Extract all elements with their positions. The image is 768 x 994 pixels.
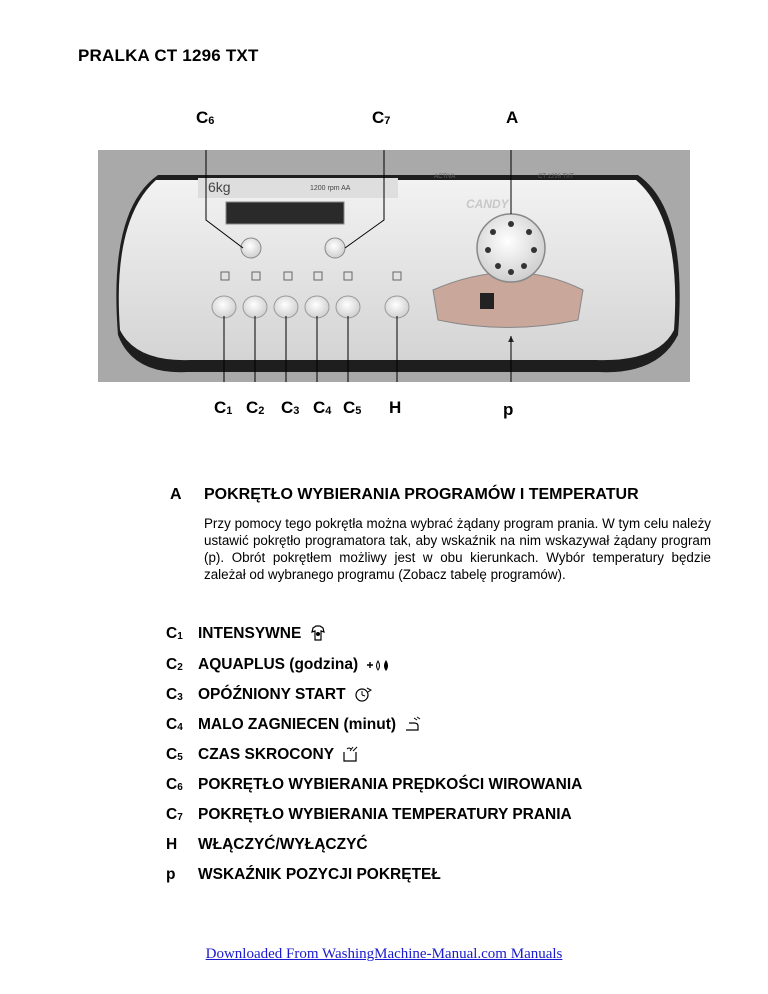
legend-item-c7: $C_7$ POKRĘTŁO WYBIERANIA TEMPERATURY PRANIA bbox=[166, 806, 572, 823]
spin-speed-knob bbox=[241, 238, 261, 258]
legend-item-c5: $C_5$ CZAS SKROCONY bbox=[166, 746, 360, 764]
spin-text: 1200 rpm AA bbox=[310, 185, 351, 192]
brand-small-text: ACTIVA bbox=[434, 174, 456, 180]
callout-h: H bbox=[389, 398, 402, 417]
control-panel-image bbox=[98, 150, 690, 382]
button-c1 bbox=[212, 296, 236, 318]
delay-clock-icon bbox=[354, 686, 372, 702]
shirt-stain-icon bbox=[310, 625, 326, 641]
callout-c4: $C_4$ bbox=[313, 398, 332, 417]
button-c4 bbox=[305, 296, 329, 318]
brand-logo-text: CANDY bbox=[466, 197, 509, 211]
temperature-knob bbox=[325, 238, 345, 258]
capacity-text: 6kg bbox=[208, 179, 231, 195]
section-a-key: A bbox=[170, 486, 182, 503]
button-c5 bbox=[336, 296, 360, 318]
aquaplus-drops-icon bbox=[366, 658, 392, 672]
button-c2 bbox=[243, 296, 267, 318]
easy-iron-icon bbox=[404, 716, 422, 732]
callout-c5: $C_5$ bbox=[343, 398, 362, 417]
legend-item-h: H WŁĄCZYĆ/WYŁĄCZYĆ bbox=[166, 836, 368, 853]
legend-item-c2: $C_2$ AQUAPLUS (godzina) bbox=[166, 656, 392, 674]
section-a-description: Przy pomocy tego pokrętła można wybrać żądany program prania. W tym celu należy ustawić pokrętło programatora tak, aby wskaźnik na nim wskazywał żądany program (p). Obrót pokrętłem możliwy jest w obu kierunkach. Wybór temperatury będzie zależał od wybranego programu (Zobacz tabelę programów). bbox=[204, 516, 711, 582]
callout-c6: $C_6$ bbox=[196, 108, 215, 127]
section-a-heading: POKRĘTŁO WYBIERANIA PROGRAMÓW I TEMPERATUR bbox=[204, 486, 639, 503]
button-c3 bbox=[274, 296, 298, 318]
model-small-text: CT 1296 TXT bbox=[538, 174, 574, 180]
quick-wash-icon bbox=[342, 746, 360, 762]
legend-item-p: p WSKAŹNIK POZYCJI POKRĘTEŁ bbox=[166, 866, 441, 883]
button-power bbox=[385, 296, 409, 318]
legend-item-c6: $C_6$ POKRĘTŁO WYBIERANIA PRĘDKOŚCI WIROWANIA bbox=[166, 776, 583, 793]
lcd-display bbox=[226, 202, 344, 224]
callout-p: p bbox=[503, 400, 514, 419]
callout-c3: $C_3$ bbox=[281, 398, 300, 417]
legend-item-c3: $C_3$ OPÓŹNIONY START bbox=[166, 686, 372, 704]
callout-c1: $C_1$ bbox=[214, 398, 233, 417]
footer bbox=[0, 945, 768, 963]
callout-a: A bbox=[506, 108, 519, 127]
callout-c7: $C_7$ bbox=[372, 108, 391, 127]
callout-c2: $C_2$ bbox=[246, 398, 265, 417]
page-title: PRALKA CT 1296 TXT bbox=[78, 46, 259, 65]
legend-item-c4: $C_4$ MALO ZAGNIECEN (minut) bbox=[166, 716, 422, 734]
legend-item-c1: $C_1$ INTENSYWNE bbox=[166, 625, 326, 643]
download-source-link[interactable]: Downloaded From WashingMachine-Manual.com Manuals bbox=[205, 946, 563, 962]
